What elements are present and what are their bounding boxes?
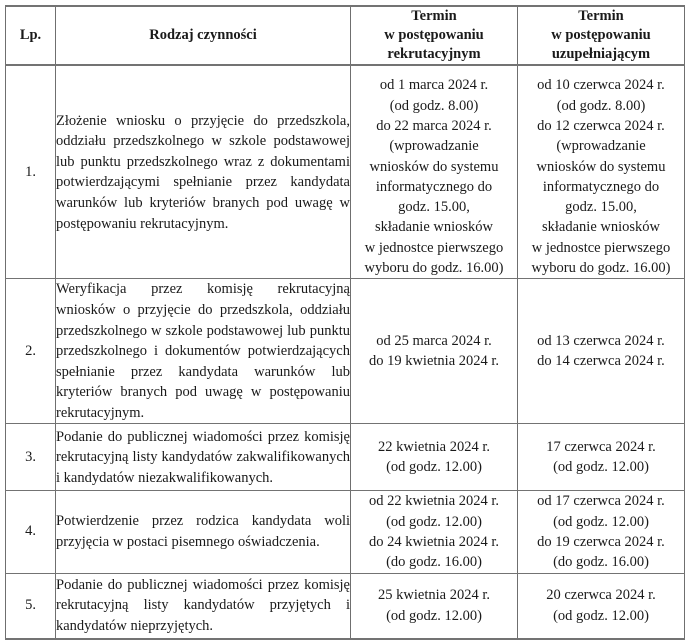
row-term-recruitment — [351, 424, 518, 491]
row-term-recruitment — [351, 491, 518, 573]
term-line: w jednostce pierwszego — [364, 239, 504, 256]
row-term-supplementary — [518, 424, 685, 491]
term-line: od 1 marca 2024 r. — [379, 77, 489, 94]
header-line: Termin — [578, 8, 624, 24]
row-activity: Weryfikacja przez komisję rekrutacyjną wniosków o przyjęcie do przedszkola, oddziału przedszkolnego w szkole podstawowej lub punktu przedszkolnego i dokumentów potwierdzających spełnianie przez kandydata warunków lub kryteriów branych pod uwagę w postępowaniu rekrutacyjnym. — [56, 279, 351, 424]
column-header-term-recruitment — [351, 6, 518, 65]
term-line: informatycznego do — [375, 178, 493, 195]
term-line: (do godz. 16.00) — [386, 554, 482, 571]
row-activity: Podanie do publicznej wiadomości przez komisję rekrutacyjną listy kandydatów przyjętych i kandydatów nieprzyjętych. — [56, 573, 351, 639]
term-line: (od godz. 12.00) — [386, 459, 482, 476]
row-number: 4. — [6, 491, 56, 573]
header-line: Termin — [411, 8, 457, 24]
term-line: do 22 marca 2024 r. — [376, 117, 492, 134]
header-line: rekrutacyjnym — [387, 46, 481, 63]
column-header-term-supplementary — [518, 6, 685, 65]
term-line: do 24 kwietnia 2024 r. — [368, 533, 500, 550]
row-activity: Potwierdzenie przez rodzica kandydata woli przyjęcia w postaci pisemnego oświadczenia. — [56, 491, 351, 573]
row-term-recruitment — [351, 65, 518, 278]
row-number: 2. — [6, 279, 56, 424]
term-line: wniosków do systemu — [369, 158, 499, 175]
term-line: (wprowadzanie — [556, 138, 646, 155]
header-line: w postępowaniu — [384, 27, 484, 44]
term-line: (od godz. 8.00) — [556, 97, 646, 114]
header-line: w postępowaniu — [551, 27, 651, 44]
term-line: 25 kwietnia 2024 r. — [378, 587, 490, 604]
table-row — [6, 491, 685, 573]
term-line: do 19 kwietnia 2024 r. — [368, 353, 500, 370]
term-line: (od godz. 8.00) — [389, 97, 479, 114]
recruitment-schedule-table — [5, 5, 685, 640]
term-line: w jednostce pierwszego — [531, 239, 671, 256]
table-body — [6, 65, 685, 638]
column-header-lp: Lp. — [6, 6, 56, 65]
term-line: informatycznego do — [542, 178, 660, 195]
term-line: do 12 czerwca 2024 r. — [537, 117, 665, 134]
term-line: wyboru do godz. 16.00) — [364, 260, 504, 277]
header-line: uzupełniającym — [551, 46, 651, 63]
term-line: 22 kwietnia 2024 r. — [378, 439, 490, 456]
term-line: od 22 kwietnia 2024 r. — [368, 493, 500, 510]
row-term-supplementary — [518, 279, 685, 424]
term-line: godz. 15.00, — [565, 199, 637, 216]
term-line: od 13 czerwca 2024 r. — [537, 333, 665, 350]
table-header — [6, 6, 685, 65]
term-line: do 14 czerwca 2024 r. — [537, 353, 665, 370]
row-term-supplementary — [518, 491, 685, 573]
term-line: składanie wniosków — [542, 219, 660, 236]
term-line: (od godz. 12.00) — [553, 607, 649, 624]
table-row — [6, 573, 685, 639]
row-term-recruitment — [351, 573, 518, 639]
table-row — [6, 65, 685, 278]
term-line: wyboru do godz. 16.00) — [531, 260, 671, 277]
term-line: 20 czerwca 2024 r. — [546, 587, 656, 604]
column-header-activity: Rodzaj czynności — [56, 6, 351, 65]
term-line: (od godz. 12.00) — [386, 513, 482, 530]
row-term-recruitment — [351, 279, 518, 424]
row-number: 1. — [6, 65, 56, 278]
term-line: wniosków do systemu — [536, 158, 666, 175]
table-header-row — [6, 6, 685, 65]
term-line: (od godz. 12.00) — [553, 459, 649, 476]
row-activity: Podanie do publicznej wiadomości przez komisję rekrutacyjną listy kandydatów zakwalifikowanych i kandydatów niezakwalifikowanych. — [56, 424, 351, 491]
table-row — [6, 424, 685, 491]
row-number: 5. — [6, 573, 56, 639]
term-line: od 17 czerwca 2024 r. — [537, 493, 665, 510]
row-term-supplementary — [518, 65, 685, 278]
term-line: składanie wniosków — [375, 219, 493, 236]
row-activity: Złożenie wniosku o przyjęcie do przedszkola, oddziału przedszkolnego w szkole podstawowej lub punktu przedszkolnego wraz z dokumentami potwierdzającymi spełnianie przez kandydata warunków lub kryteriów branych pod uwagę w postępowaniu rekrutacyjnym. — [56, 65, 351, 278]
term-line: od 10 czerwca 2024 r. — [537, 77, 665, 94]
term-line: (wprowadzanie — [389, 138, 479, 155]
term-line: 17 czerwca 2024 r. — [546, 439, 656, 456]
table-row — [6, 279, 685, 424]
term-line: od 25 marca 2024 r. — [376, 333, 492, 350]
term-line: (od godz. 12.00) — [553, 513, 649, 530]
term-line: (od godz. 12.00) — [386, 607, 482, 624]
term-line: do 19 czerwca 2024 r. — [537, 533, 665, 550]
term-line: (do godz. 16.00) — [553, 554, 649, 571]
row-term-supplementary — [518, 573, 685, 639]
row-number: 3. — [6, 424, 56, 491]
term-line: godz. 15.00, — [398, 199, 470, 216]
